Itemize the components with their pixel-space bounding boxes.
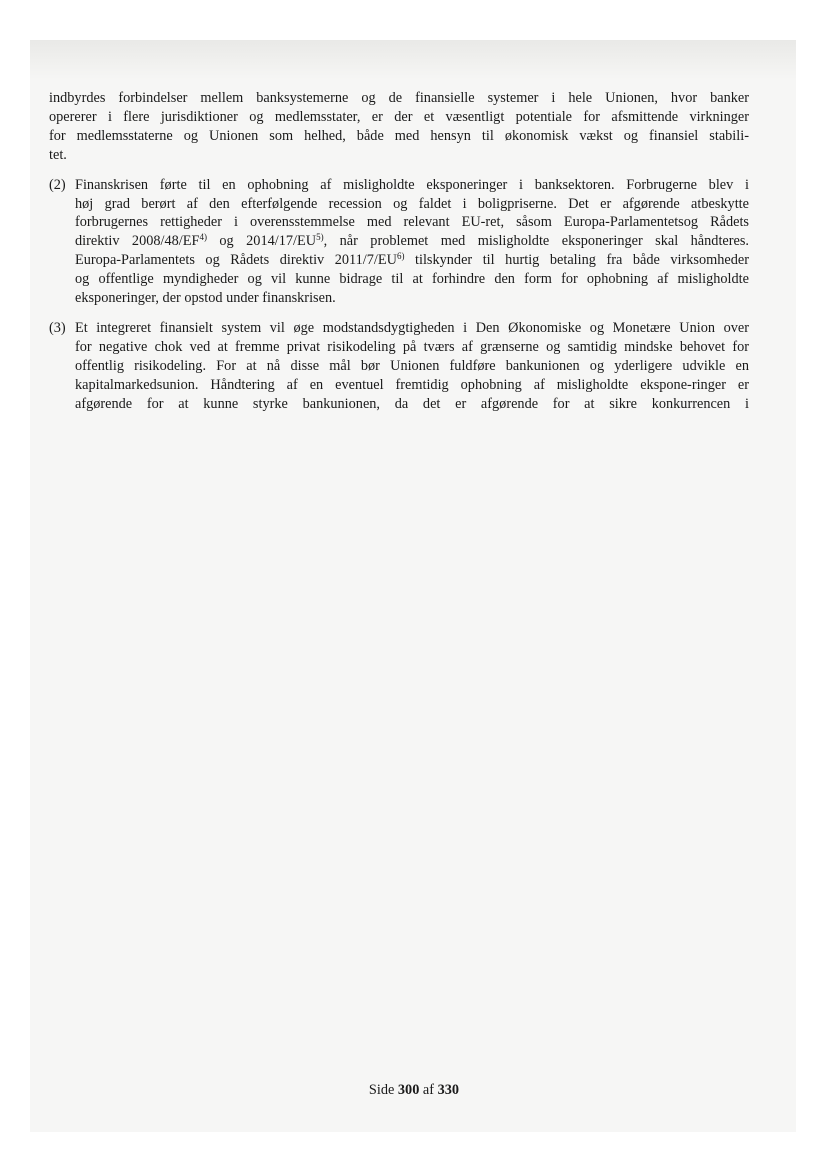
paragraph-2: [49, 176, 749, 308]
line-segment: og 2014/17/EU: [206, 233, 317, 250]
text-line: og offentlige myndigheder og vil kunne bidrage til at forhindre den form for ophobning af misligholdte: [75, 271, 749, 288]
text-line: for medlemsstaterne og Unionen som helhed, både med hensyn til økonomisk vækst og finansiel stabili-: [49, 127, 749, 144]
text-line: indbyrdes forbindelser mellem banksystemerne og de finansielle systemer i hele Unionen, hvor banker: [49, 90, 749, 106]
text-line: Et integreret finansielt system vil øge modstandsdygtigheden i Den Økonomiske og Monetære Union over: [75, 319, 749, 336]
page-label: Side: [368, 1082, 398, 1098]
document-body: [49, 89, 749, 425]
text-line: tet.: [49, 146, 67, 163]
text-line: offentlig risikodeling. For at nå disse mål bør Unionen fuldføre bankunionen og yderligere udvikle en: [75, 357, 749, 374]
text-line: opererer i flere jurisdiktioner og medlemsstater, er der et væsentligt potentiale for afsmittende virkninger: [49, 108, 749, 125]
paragraph-text: [75, 176, 749, 308]
line-segment: Europa-Parlamentets og Rådets direktiv 2011/7/EU: [75, 252, 397, 269]
text-line: Finanskrisen førte til en ophobning af misligholdte eksponeringer i banksektoren. Forbrugerne blev i: [75, 176, 749, 193]
text-line: forbrugernes rettigheder i overensstemmelse med relevant EU-ret, såsom Europa-Parlamentetsog Rådets: [75, 214, 749, 231]
footnote-ref: 6): [396, 251, 405, 262]
text-line: afgørende for at kunne styrke bankunionen, da det er afgørende for at sikre konkurrencen i: [75, 395, 749, 412]
paragraph-3: [49, 319, 749, 414]
text-line-with-footnotes: [75, 232, 749, 251]
line-segment: tilskynder til hurtig betaling fra både virksomheder: [404, 252, 750, 269]
current-page-number: 300: [397, 1082, 420, 1098]
footnote-ref: 5): [316, 232, 324, 243]
paragraph-continuation: [49, 89, 749, 165]
paragraph-text: [49, 89, 749, 165]
text-line-with-footnotes: [75, 251, 749, 270]
text-line: for negative chok ved at fremme privat risikodeling på tværs af grænserne og samtidig mindske behovet for: [75, 338, 749, 355]
page-of-label: af: [419, 1082, 438, 1098]
text-line: eksponeringer, der opstod under finanskrisen.: [75, 290, 336, 307]
paragraph-number: (2): [49, 176, 66, 193]
scan-shadow-band: [30, 40, 796, 80]
total-pages-number: 330: [437, 1082, 460, 1098]
line-segment: direktiv 2008/48/EF: [75, 233, 200, 250]
line-segment: , når problemet med misligholdte eksponeringer skal håndteres.: [323, 233, 750, 250]
page-footer: [0, 1082, 828, 1099]
footnote-ref: 4): [199, 232, 207, 243]
text-line: høj grad berørt af den efterfølgende recession og faldet i boligpriserne. Det er afgørende atbeskytte: [75, 195, 749, 212]
text-line: kapitalmarkedsunion. Håndtering af en eventuel fremtidig ophobning af misligholdte ekspone-ringer er: [75, 376, 749, 393]
paragraph-text: [75, 319, 749, 414]
paragraph-number: (3): [49, 319, 66, 336]
